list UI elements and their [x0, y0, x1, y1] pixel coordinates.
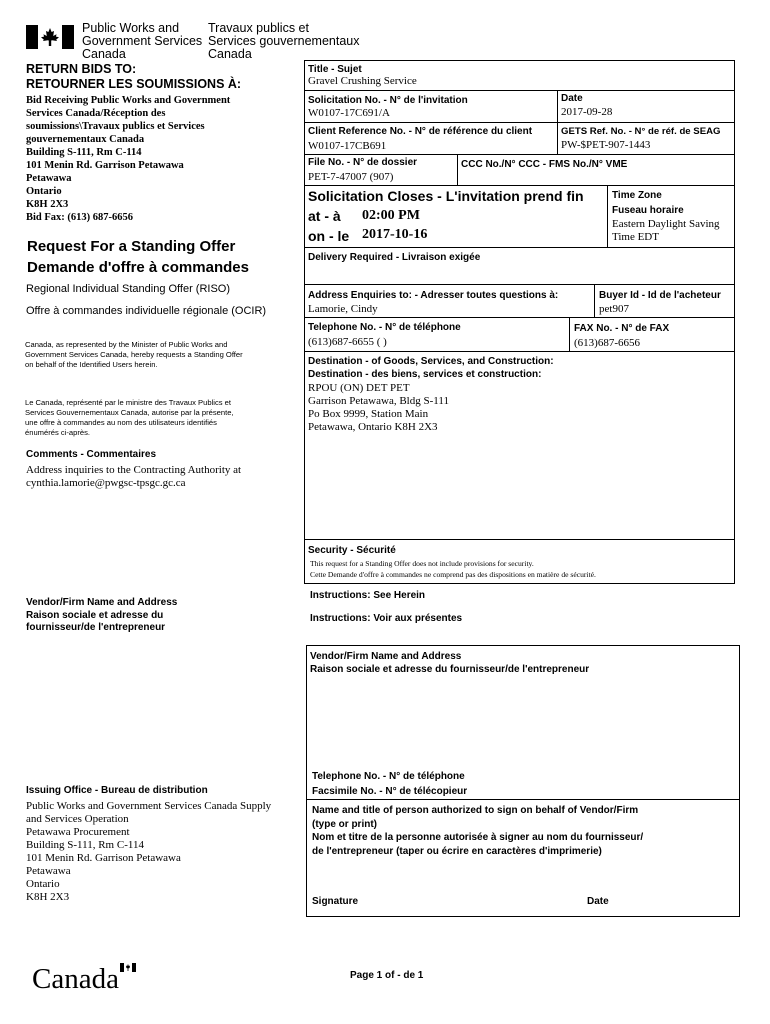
fax-value: (613)687-6656 — [574, 337, 640, 349]
request-paragraph-fr: Le Canada, représenté par le ministre des Travaux Publics et Services Gouvernementaux Canada, autorise par la présente, une offre à commandes au nom des utilisateurs identifiés énumérés ci-après. — [25, 398, 234, 437]
telephone-label: Telephone No. - N° de téléphone — [308, 322, 461, 333]
department-name-fr: Travaux publics et Services gouvernementaux Canada — [208, 21, 360, 61]
security-text: This request for a Standing Offer does not include provisions for security. Cette Demande d'offre à commandes ne comprend pas des dispositions en matière de sécurité. — [310, 559, 596, 579]
grid-rule — [304, 185, 735, 186]
solicitation-number-value: W0107-17C691/A — [308, 107, 390, 119]
gets-reference-value: PW-$PET-907-1443 — [561, 139, 651, 151]
vendor-left-label: Vendor/Firm Name and Address Raison sociale et adresse du fournisseur/de l'entrepreneur — [26, 597, 178, 633]
file-number-value: PET-7-47007 (907) — [308, 171, 394, 183]
destination-label: Destination - of Goods, Services, and Construction: Destination - des biens, services et construction: — [308, 356, 554, 380]
buyer-id-value: pet907 — [599, 303, 629, 315]
issuing-office-label: Issuing Office - Bureau de distribution — [26, 785, 208, 796]
canada-wordmark-text: Canada — [32, 963, 119, 995]
date-label: Date — [561, 93, 583, 104]
instructions-fr: Instructions: Voir aux présentes — [310, 613, 463, 624]
signature-label: Signature — [312, 896, 359, 907]
solicitation-number-label: Solicitation No. - N° de l'invitation — [308, 95, 468, 106]
grid-rule — [457, 154, 458, 185]
address-enquiries-label: Address Enquiries to: - Adresser toutes questions à: — [308, 290, 559, 301]
gets-reference-label: GETS Ref. No. - N° de réf. de SEAG — [561, 126, 721, 137]
government-header — [26, 22, 366, 64]
instructions-en: Instructions: See Herein — [310, 590, 426, 601]
comments-text: Address inquiries to the Contracting Authority at cynthia.lamorie@pwgsc-tpsgc.gc.ca — [26, 464, 242, 489]
return-bids-title: RETURN BIDS TO: RETOURNER LES SOUMISSIONS À: — [26, 62, 242, 91]
issuing-office-address: Public Works and Government Services Canada Supply and Services Operation Petawawa Procurement Building S-111, Rm C-114 101 Menin Rd. Garrison Petawawa Petawawa Ontario K8H 2X3 — [26, 800, 272, 903]
vendor-box-label: Vendor/Firm Name and Address Raison sociale et adresse du fournisseur/de l'entrepreneur — [310, 651, 590, 675]
telephone-value: (613)687-6655 ( ) — [308, 336, 387, 348]
grid-rule — [306, 799, 740, 800]
grid-rule — [304, 317, 735, 318]
grid-rule — [304, 154, 735, 155]
comments-label: Comments - Commentaires — [26, 449, 157, 460]
grid-rule — [304, 122, 735, 123]
address-enquiries-value: Lamorie, Cindy — [308, 303, 378, 315]
signature-date-label: Date — [587, 896, 609, 907]
canada-wordmark — [32, 962, 142, 996]
request-type-fr: Offre à commandes individuelle régionale (OCIR) — [26, 305, 267, 317]
grid-rule — [304, 284, 735, 285]
date-value: 2017-09-28 — [561, 106, 613, 118]
file-number-label: File No. - N° de dossier — [308, 157, 418, 168]
request-title: Request For a Standing Offer Demande d'offre à commandes — [27, 238, 249, 276]
delivery-required-label: Delivery Required - Livraison exigée — [308, 252, 481, 263]
closing-time-value: 02:00 PM — [362, 208, 420, 223]
grid-rule — [304, 90, 735, 91]
request-type-en: Regional Individual Standing Offer (RISO) — [26, 283, 231, 295]
grid-rule — [569, 317, 570, 351]
grid-rule — [304, 539, 735, 540]
canada-flag-icon — [26, 25, 74, 49]
solicitation-closes-label: Solicitation Closes - L'invitation prend fin — [308, 188, 584, 204]
closing-date-value: 2017-10-16 — [362, 227, 428, 242]
client-reference-value: W0107-17CB691 — [308, 140, 387, 152]
ccc-number-label: CCC No./N° CCC - FMS No./N° VME — [461, 159, 628, 170]
grid-rule — [304, 351, 735, 352]
grid-rule — [304, 247, 735, 248]
fax-label: FAX No. - N° de FAX — [574, 323, 670, 334]
grid-rule — [594, 284, 595, 317]
vendor-telephone-label: Telephone No. - N° de téléphone — [312, 771, 465, 782]
client-reference-label: Client Reference No. - N° de référence du client — [308, 126, 533, 137]
grid-rule — [557, 90, 558, 154]
return-bids-address: Bid Receiving Public Works and Government Services Canada/Réception des soumissions\Travaux publics et Services gouvernementaux Canada Building S-111, Rm C-114 101 Menin Rd. Garrison Petawawa Petawawa Ontario K8H 2X3 Bid Fax: (613) 687-6656 — [26, 95, 231, 223]
department-name-en: Public Works and Government Services Canada — [82, 21, 203, 61]
fuseau-horaire-label: Fuseau horaire — [612, 205, 684, 216]
vendor-facsimile-label: Facsimile No. - N° de télécopieur — [312, 786, 468, 797]
request-paragraph-en: Canada, as represented by the Minister of Public Works and Government Services Canada, hereby requests a Standing Offer on behalf of the Identified Users herein. — [25, 340, 243, 369]
buyer-id-label: Buyer Id - Id de l'acheteur — [599, 290, 721, 301]
title-value: Gravel Crushing Service — [308, 75, 417, 87]
on-label: on - le — [308, 228, 350, 244]
destination-address: RPOU (ON) DET PET Garrison Petawawa, Bldg S-111 Po Box 9999, Station Main Petawawa, Ontario K8H 2X3 — [308, 382, 449, 433]
wordmark-flag-icon — [120, 963, 136, 972]
page-number: Page 1 of - de 1 — [350, 970, 424, 981]
authorized-signer-label: Name and title of person authorized to sign on behalf of Vendor/Firm (type or print) Nom et titre de la personne autorisée à signer au nom du fournisseur/ de l'entrepreneur (taper ou écrire en caractères d'imprimerie) — [312, 805, 644, 857]
time-zone-label: Time Zone — [612, 190, 662, 201]
security-label: Security - Sécurité — [308, 545, 396, 556]
time-zone-value: Eastern Daylight Saving Time EDT — [612, 218, 720, 243]
grid-rule — [607, 185, 608, 247]
at-label: at - à — [308, 208, 341, 224]
title-label: Title - Sujet — [308, 64, 362, 75]
